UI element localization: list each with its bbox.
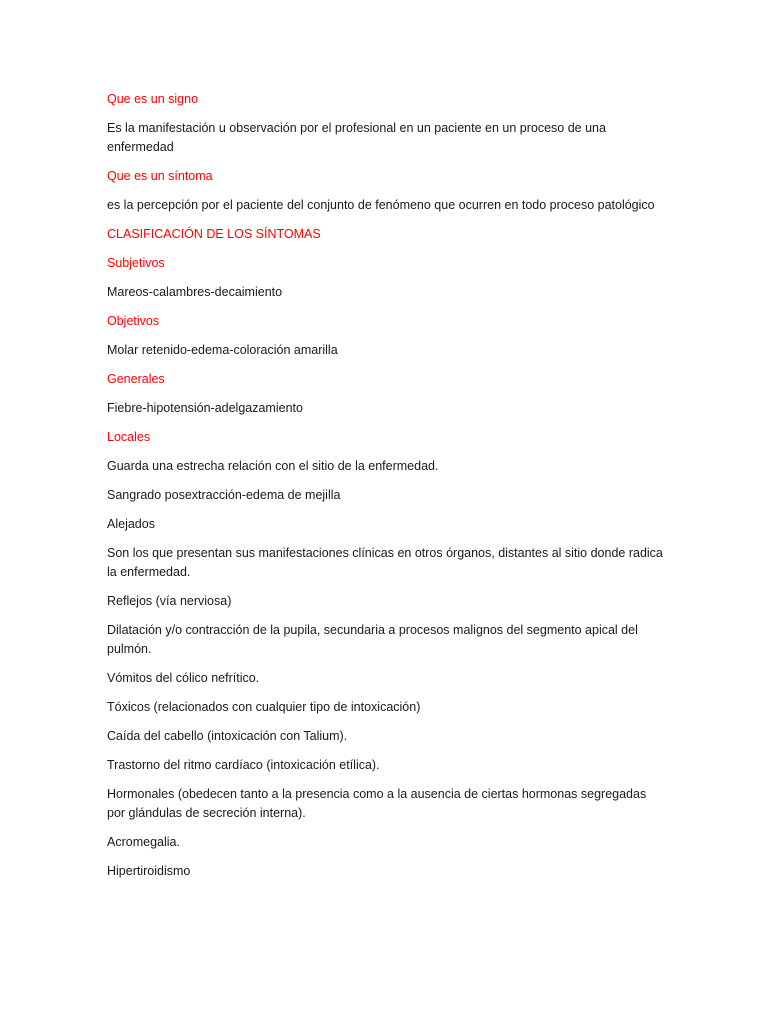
heading-generales: Generales bbox=[107, 372, 165, 386]
paragraph-hormonales-example-hipertiroidismo: Hipertiroidismo bbox=[107, 864, 191, 878]
paragraph-locales-definition: Guarda una estrecha relación con el sitio de la enfermedad. bbox=[107, 459, 439, 473]
document-body bbox=[107, 90, 667, 891]
paragraph-alejados: Alejados bbox=[107, 517, 155, 531]
paragraph-hormonales: Hormonales (obedecen tanto a la presencia como a la ausencia de ciertas hormonas segregadas por glándulas de secreción interna). bbox=[107, 787, 647, 820]
paragraph-toxicos: Tóxicos (relacionados con cualquier tipo de intoxicación) bbox=[107, 700, 421, 714]
heading-objetivos: Objetivos bbox=[107, 314, 160, 328]
paragraph-alejados-definition: Son los que presentan sus manifestaciones clínicas en otros órganos, distantes al sitio donde radica la enfermedad. bbox=[107, 546, 663, 579]
heading-que-es-un-sintoma: Que es un síntoma bbox=[107, 169, 213, 183]
heading-locales: Locales bbox=[107, 430, 151, 444]
paragraph-objetivos-examples: Molar retenido-edema-coloración amarilla bbox=[107, 343, 338, 357]
heading-clasificacion: CLASIFICACIÓN DE LOS SÍNTOMAS bbox=[107, 227, 321, 241]
heading-subjetivos: Subjetivos bbox=[107, 256, 165, 270]
paragraph-locales-examples: Sangrado posextracción-edema de mejilla bbox=[107, 488, 341, 502]
paragraph-subjetivos-examples: Mareos-calambres-decaimiento bbox=[107, 285, 283, 299]
paragraph-reflejos-example-pupila: Dilatación y/o contracción de la pupila, secundaria a procesos malignos del segmento apical del pulmón. bbox=[107, 623, 638, 656]
paragraph-signo-definition: Es la manifestación u observación por el profesional en un paciente en un proceso de una enfermedad bbox=[107, 121, 606, 154]
paragraph-generales-examples: Fiebre-hipotensión-adelgazamiento bbox=[107, 401, 303, 415]
paragraph-sintoma-definition: es la percepción por el paciente del conjunto de fenómeno que ocurren en todo proceso patológico bbox=[107, 198, 655, 212]
heading-que-es-un-signo: Que es un signo bbox=[107, 92, 199, 106]
paragraph-hormonales-example-acromegalia: Acromegalia. bbox=[107, 835, 180, 849]
paragraph-reflejos: Reflejos (vía nerviosa) bbox=[107, 594, 232, 608]
paragraph-toxicos-example-cabello: Caída del cabello (intoxicación con Talium). bbox=[107, 729, 348, 743]
paragraph-reflejos-example-vomitos: Vómitos del cólico nefrítico. bbox=[107, 671, 260, 685]
paragraph-toxicos-example-ritmo: Trastorno del ritmo cardíaco (intoxicación etílica). bbox=[107, 758, 380, 772]
